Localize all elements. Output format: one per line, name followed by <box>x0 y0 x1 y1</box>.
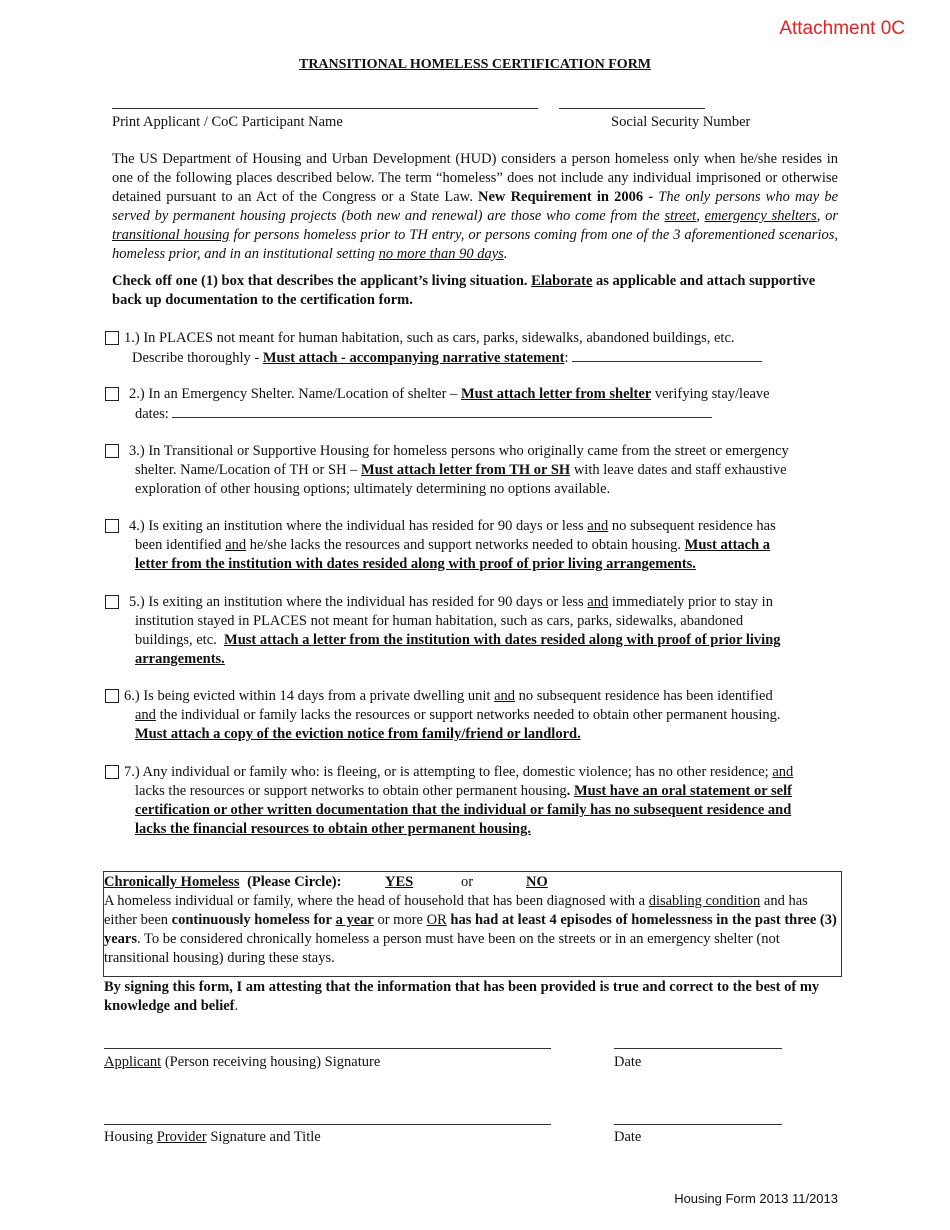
option-5-text: Is exiting an institution where the individual has resided for 90 days or less <box>148 594 584 610</box>
ssn-field[interactable] <box>559 108 705 109</box>
applicant-date-label: Date <box>614 1054 642 1070</box>
attachment-label: Attachment 0C <box>779 18 905 39</box>
option-2-blank[interactable] <box>172 404 712 418</box>
intro-emergency-shelters: emergency shelters <box>704 208 817 224</box>
option-3-checkbox[interactable] <box>105 444 119 458</box>
applicant-date-field[interactable] <box>614 1048 782 1049</box>
applicant-name-field[interactable] <box>112 108 538 109</box>
provider-date-label: Date <box>614 1129 642 1145</box>
option-4-requirement: Must attach a <box>684 537 771 553</box>
provider-date-field[interactable] <box>614 1124 782 1125</box>
chronic-label: Chronically Homeless <box>104 874 240 890</box>
option-1-checkbox[interactable] <box>105 331 119 345</box>
provider-signature-label: Housing Provider Signature and Title <box>104 1129 321 1145</box>
option-3: 3.) In Transitional or Supportive Housing for homeless persons who originally came from the street or emergency shelter. Name/Location of TH or SH – Must attach letter from TH or SH with leave dates and staff exhaustive exploration of other housing options; ultimately determining no options available. <box>129 443 789 497</box>
chronic-please: (Please Circle): <box>247 874 342 890</box>
option-3-text: In Transitional or Supportive Housing for homeless persons who originally came from the street or emergency <box>148 443 789 459</box>
option-6-checkbox[interactable] <box>105 689 119 703</box>
option-4: 4.) Is exiting an institution where the individual has resided for 90 days or less and no subsequent residence has been identified and he/she lacks the resources and support networks needed to obtain housing. Must attach a letter from the institution with dates resided along with proof of prior living arrangements. <box>129 518 776 572</box>
option-7-checkbox[interactable] <box>105 765 119 779</box>
intro-no-more: no more than 90 days <box>378 246 504 262</box>
instructions <box>112 272 838 310</box>
intro-or: , or <box>816 208 838 224</box>
footer-form-id: Housing Form 2013 11/2013 <box>674 1191 838 1206</box>
option-4-text: Is exiting an institution where the individual has resided for 90 days or less <box>148 518 584 534</box>
option-3-requirement: Must attach letter from TH or SH <box>361 462 571 478</box>
option-7-requirement: Must have an oral statement or self <box>573 783 792 799</box>
chronic-no[interactable]: NO <box>526 874 548 890</box>
option-6-text: Is being evicted within 14 days from a private dwelling unit <box>143 688 491 704</box>
option-2-text: In an Emergency Shelter. Name/Location of shelter – <box>148 386 458 402</box>
chronic-or: or <box>461 874 474 890</box>
applicant-signature-label: Applicant (Person receiving housing) Signature <box>104 1054 381 1070</box>
option-2-requirement: Must attach letter from shelter <box>460 386 652 402</box>
chronic-header <box>104 873 839 892</box>
applicant-name-label: Print Applicant / CoC Participant Name <box>112 114 343 130</box>
option-7: 7.) Any individual or family who: is fleeing, or is attempting to flee, domestic violence; has no other residence; and lacks the resources or support networks to obtain other permanent housing. Must have an oral statement or self certification or other written documentation that the individual or family has no subsequent residence and lacks the financial resources to obtain other permanent housing. <box>124 764 794 837</box>
option-1-requirement: Must attach - accompanying narrative statement <box>262 350 565 366</box>
chronic-yes[interactable]: YES <box>385 874 414 890</box>
intro-italic-a: The only persons who may be served by permanent housing projects (both new and renewal) are those who come from the <box>112 189 839 224</box>
attestation: By signing this form, I am attesting that the information that has been provided is true and correct to the best of my knowledge and belief. <box>104 979 820 1014</box>
option-1-blank[interactable] <box>572 348 762 362</box>
option-4-checkbox[interactable] <box>105 519 119 533</box>
option-5-requirement: Must attach a letter from the institution with dates resided along with proof of prior living <box>224 632 781 648</box>
option-1: 1.) In PLACES not meant for human habitation, such as cars, parks, sidewalks, abandoned buildings, etc. Describe thoroughly - Must attach - accompanying narrative statement: <box>124 329 844 368</box>
option-6-requirement: Must attach a copy of the eviction notice from family/friend or landlord. <box>135 726 581 742</box>
intro-street: street <box>664 208 697 224</box>
form-title: TRANSITIONAL HOMELESS CERTIFICATION FORM <box>298 57 652 72</box>
option-7-text: Any individual or family who: is fleeing, or is attempting to flee, domestic violence; has no other residence; <box>142 764 769 780</box>
intro-italic-b: for persons homeless prior to TH entry, or persons coming from one of the 3 aforementioned scenarios, homeless prior, and in an institutional setting <box>112 227 838 262</box>
intro-text: The US Department of Housing and Urban Development (HUD) considers a person homeless only when he/she resides in one of the following places described below. The term “homeless” does not include any individual imprisoned or otherwise detained pursuant to an Act of the Congress or a State Law. <box>112 151 838 205</box>
option-6: 6.) Is being evicted within 14 days from a private dwelling unit and no subsequent residence has been identified and the individual or family lacks the resources or support networks needed to obtain other permanent housing. Must attach a copy of the eviction notice from family/friend or landlord. <box>124 687 844 744</box>
provider-signature-field[interactable] <box>104 1124 551 1125</box>
new-requirement: New Requirement in 2006 - <box>478 189 654 205</box>
option-1-text: In PLACES not meant for human habitation, such as cars, parks, sidewalks, abandoned buildings, etc. <box>143 330 735 346</box>
intro-paragraph: The US Department of Housing and Urban Development (HUD) considers a person homeless only when he/she resides in one of the following places described below. The term “homeless” does not include any individual imprisoned or otherwise detained pursuant to an Act of the Congress or a State Law. New Requirement in 2006 - The only persons who may be served by permanent housing projects (both new and renewal) are those who come from the street, emergency shelters, or transitional housing for persons homeless prior to TH entry, or persons coming from one of the 3 aforementioned scenarios, homeless prior, and in an institutional setting no more than 90 days. <box>112 151 839 262</box>
option-2: 2.) In an Emergency Shelter. Name/Location of shelter – Must attach letter from shelter verifying stay/leave dates: <box>129 386 770 422</box>
applicant-signature-field[interactable] <box>104 1048 551 1049</box>
instructions-elaborate: Elaborate <box>531 273 593 289</box>
intro-transitional-housing: transitional housing <box>112 227 230 243</box>
ssn-label: Social Security Number <box>611 114 751 130</box>
option-2-checkbox[interactable] <box>105 387 119 401</box>
option-5: 5.) Is exiting an institution where the individual has resided for 90 days or less and immediately prior to stay in institution stayed in PLACES not meant for human habitation, such as cars, parks, sidewalks, abandoned buildings, etc. Must attach a letter from the institution with dates resided along with proof of prior living arrangements. <box>129 594 781 667</box>
instructions-a: Check off one (1) box that describes the applicant’s living situation. <box>112 273 528 289</box>
instructions-b: as applicable and attach supportive back up documentation to the certification form. <box>112 273 816 308</box>
option-5-checkbox[interactable] <box>105 595 119 609</box>
chronic-definition: A homeless individual or family, where the head of household that has been diagnosed with a disabling condition and has either been continuously homeless for a year or more OR has had at least 4 episodes of homelessness in the past three (3) years. To be considered chronically homeless a person must have been on the streets or in an emergency shelter (not transitional housing) during these stays. <box>104 893 837 966</box>
